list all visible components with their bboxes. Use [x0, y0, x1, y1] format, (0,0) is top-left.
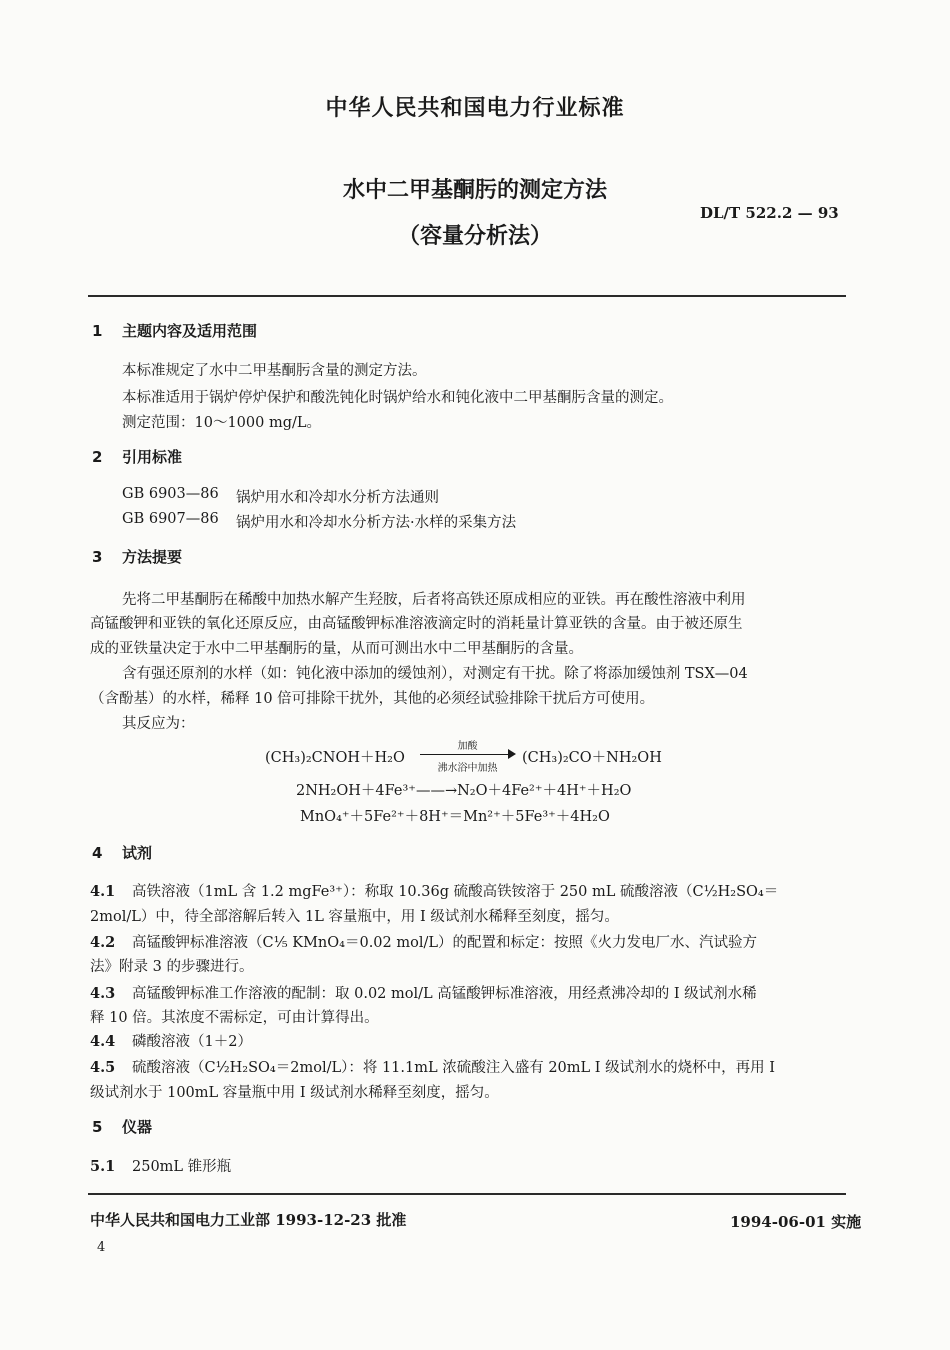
- reaction-arrow: [420, 737, 515, 774]
- clause-text: 硫酸溶液（C½H₂SO₄＝2mol/L）：将 11.1mL 浓硫酸注入盛有 20mL I 级试剂水的烧杯中，再用 I: [132, 1060, 775, 1076]
- paragraph-line: 高锰酸钾和亚铁的氧化还原反应，由高锰酸钾标准溶液滴定时的消耗量计算亚铁的含量。由于被还原生: [90, 616, 743, 632]
- paragraph: 测定范围：10～1000 mg/L。: [122, 415, 322, 431]
- section-5-heading: [92, 1116, 152, 1137]
- arrow-head: [508, 749, 516, 759]
- paragraph-line: 成的亚铁量决定于水中二甲基酮肟的量，从而可测出水中二甲基酮肟的含量。: [90, 641, 583, 657]
- clause-4-2: [90, 931, 757, 952]
- clause-text: 250mL 锥形瓶: [132, 1159, 232, 1175]
- clause-number: 4.5: [90, 1059, 116, 1076]
- section-number: 4: [92, 844, 103, 862]
- clause-continuation: 释 10 倍。其浓度不需标定，可由计算得出。: [90, 1010, 379, 1026]
- section-number: 3: [92, 548, 103, 566]
- paragraph: 本标准适用于锅炉停炉保护和酸洗钝化时锅炉给水和钝化液中二甲基酮肟含量的测定。: [122, 390, 673, 406]
- reaction-condition-below: 沸水浴中加热: [437, 763, 498, 774]
- standard-code: DL/T 522.2 — 93: [700, 204, 839, 222]
- equation-1-left: (CH₃)₂CNOH＋H₂O: [265, 750, 405, 766]
- equation-3: MnO₄⁺＋5Fe²⁺＋8H⁺＝Mn²⁺＋5Fe³⁺＋4H₂O: [300, 809, 610, 825]
- approval-line: 中华人民共和国电力工业部 1993-12-23 批准: [90, 1211, 407, 1229]
- document-subtitle: （容量分析法）: [397, 224, 552, 249]
- clause-continuation: 法》附录 3 的步骤进行。: [90, 959, 254, 975]
- page-number: 4: [97, 1240, 106, 1255]
- section-2-heading: [92, 446, 182, 467]
- paragraph-line: （含酚基）的水样，稀释 10 倍可排除干扰外，其他的必须经试验排除干扰后方可使用。: [90, 691, 655, 707]
- section-4-heading: [92, 842, 152, 863]
- section-title: 主题内容及适用范围: [122, 322, 258, 340]
- section-number: 5: [92, 1118, 103, 1136]
- footer-rule: [88, 1193, 846, 1195]
- clause-4-3: [90, 982, 757, 1003]
- effective-date: 1994-06-01 实施: [730, 1213, 862, 1231]
- arrow-line: [420, 754, 510, 755]
- clause-number: 5.1: [90, 1158, 116, 1175]
- issuing-authority: 中华人民共和国电力行业标准: [325, 96, 625, 121]
- reference-code: GB 6907—86: [122, 511, 219, 527]
- paragraph-line: 先将二甲基酮肟在稀酸中加热水解产生羟胺，后者将高铁还原成相应的亚铁。再在酸性溶液中利用: [122, 592, 746, 608]
- reference-name: 锅炉用水和冷却水分析方法·水样的采集方法: [236, 515, 517, 531]
- clause-4-1: [90, 880, 778, 901]
- section-3-heading: [92, 546, 182, 567]
- section-1-heading: [92, 320, 257, 341]
- clause-text: 高铁溶液（1mL 含 1.2 mgFe³⁺）：称取 10.36g 硫酸高铁铵溶于 250 mL 硫酸溶液（C½H₂SO₄＝: [132, 884, 779, 900]
- reaction-condition-above: 加酸: [457, 741, 478, 752]
- paragraph-line: 含有强还原剂的水样（如：钝化液中添加的缓蚀剂），对测定有干扰。除了将添加缓蚀剂 TSX—04: [122, 666, 748, 682]
- section-number: 2: [92, 448, 103, 466]
- section-number: 1: [92, 322, 103, 340]
- clause-5-1: [90, 1155, 231, 1176]
- section-title: 引用标准: [122, 448, 183, 466]
- header-rule: [88, 295, 846, 297]
- paragraph: 本标准规定了水中二甲基酮肟含量的测定方法。: [122, 363, 427, 379]
- document-title: 水中二甲基酮肟的测定方法: [342, 178, 607, 203]
- section-title: 方法提要: [122, 548, 183, 566]
- equation-2: 2NH₂OH＋4Fe³⁺——→N₂O＋4Fe²⁺＋4H⁺＋H₂O: [296, 783, 632, 799]
- clause-number: 4.3: [90, 985, 116, 1002]
- section-title: 试剂: [122, 844, 153, 862]
- clause-number: 4.1: [90, 883, 116, 900]
- clause-text: 磷酸溶液（1＋2）: [132, 1034, 252, 1050]
- paragraph-line: 其反应为：: [122, 716, 195, 732]
- clause-4-5: [90, 1056, 775, 1077]
- clause-text: 高锰酸钾标准工作溶液的配制：取 0.02 mol/L 高锰酸钾标准溶液，用经煮沸冷却的 I 级试剂水稀: [132, 986, 757, 1002]
- clause-number: 4.2: [90, 934, 116, 951]
- clause-continuation: 2mol/L）中，待全部溶解后转入 1L 容量瓶中，用 I 级试剂水稀释至刻度，摇匀。: [90, 909, 619, 925]
- reference-code: GB 6903—86: [122, 486, 219, 502]
- clause-text: 高锰酸钾标准溶液（C⅕ KMnO₄＝0.02 mol/L）的配置和标定：按照《火力发电厂水、汽试验方: [132, 935, 757, 951]
- reference-name: 锅炉用水和冷却水分析方法通则: [236, 490, 439, 506]
- equation-1-right: (CH₃)₂CO＋NH₂OH: [522, 750, 662, 766]
- clause-4-4: [90, 1030, 252, 1051]
- clause-continuation: 级试剂水于 100mL 容量瓶中用 I 级试剂水稀释至刻度，摇匀。: [90, 1085, 499, 1101]
- clause-number: 4.4: [90, 1033, 116, 1050]
- section-title: 仪器: [122, 1118, 153, 1136]
